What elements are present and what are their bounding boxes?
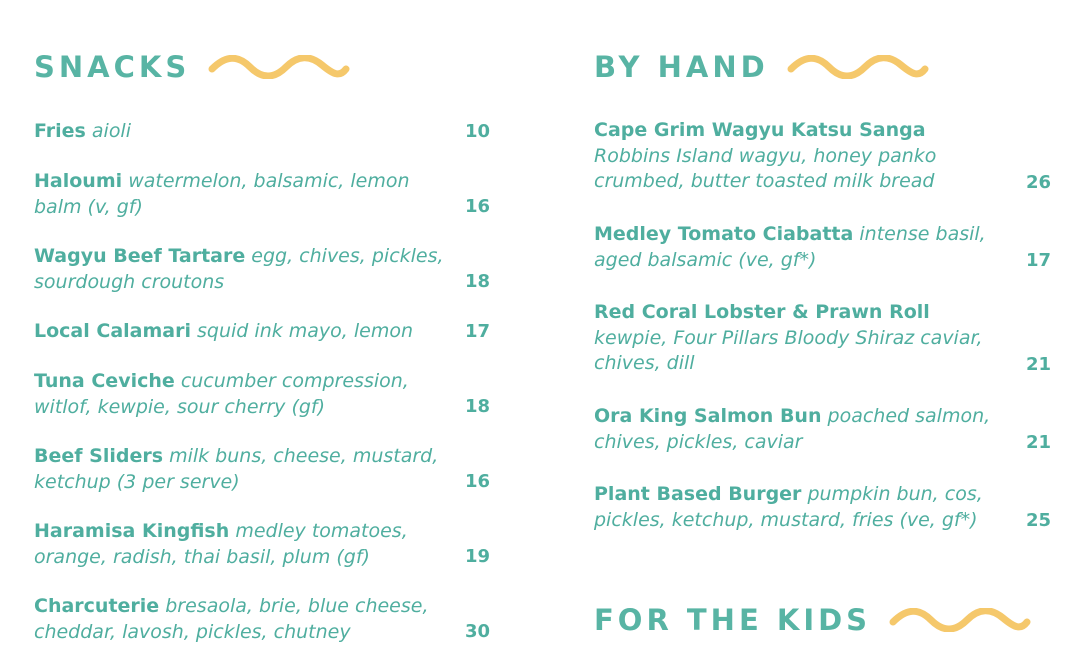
item-name: Local Calamari <box>34 320 191 342</box>
item-name: Medley Tomato Ciabatta <box>594 223 854 245</box>
item-price: 10 <box>465 121 491 142</box>
item-desc: aioli <box>91 120 131 142</box>
item-desc: poached salmon, chives, pickles, caviar <box>594 405 991 453</box>
item-name: Fries <box>34 120 86 142</box>
item-name: Beef Sliders <box>34 445 164 467</box>
item-price: 16 <box>465 471 491 492</box>
item-name: Red Coral Lobster & Prawn Roll <box>594 301 930 323</box>
item-price: 17 <box>465 321 491 342</box>
section-title: BY HAND <box>594 50 769 84</box>
item-name: Wagyu Beef Tartare <box>34 245 246 267</box>
item-price: 30 <box>465 621 491 642</box>
item-name: Ora King Salmon Bun <box>594 405 822 427</box>
menu-item <box>594 404 999 455</box>
menu-item <box>34 369 424 420</box>
item-desc: squid ink mayo, lemon <box>197 320 414 342</box>
item-price: 21 <box>1026 354 1052 375</box>
section-title: FOR THE KIDS <box>594 603 872 637</box>
item-price: 17 <box>1026 250 1052 271</box>
item-price: 21 <box>1026 432 1052 453</box>
item-price: 18 <box>465 271 491 292</box>
menu-item <box>34 169 434 220</box>
item-desc: Robbins Island wagyu, honey panko crumbed, butter toasted milk bread <box>594 144 937 192</box>
for-the-kids-heading <box>594 602 1031 638</box>
item-desc: intense basil, aged balsamic (ve, gf*) <box>594 223 986 271</box>
item-price: 19 <box>465 546 491 567</box>
by-hand-heading <box>594 49 929 85</box>
menu-item <box>34 444 444 495</box>
item-price: 18 <box>465 396 491 417</box>
squiggle-icon <box>889 608 1031 632</box>
item-desc: kewpie, Four Pillars Bloody Shiraz caviar, chives, dill <box>594 326 983 374</box>
item-desc: milk buns, cheese, mustard, ketchup (3 per serve) <box>34 445 439 493</box>
item-name: Charcuterie <box>34 595 160 617</box>
item-desc: medley tomatoes, orange, radish, thai basil, plum (gf) <box>34 520 408 568</box>
item-name: Haramisa Kingfish <box>34 520 230 542</box>
item-name: Cape Grim Wagyu Katsu Sanga <box>594 119 926 141</box>
menu-item <box>34 519 414 570</box>
item-price: 25 <box>1026 510 1052 531</box>
menu-item <box>594 222 994 273</box>
menu-item <box>34 594 439 645</box>
item-name: Tuna Ceviche <box>34 370 175 392</box>
menu-item <box>594 300 999 377</box>
item-name: Haloumi <box>34 170 123 192</box>
squiggle-icon <box>208 55 350 79</box>
menu-item <box>594 118 974 195</box>
menu-item <box>34 244 444 295</box>
snacks-heading <box>34 49 350 85</box>
item-desc: cucumber compression, witlof, kewpie, sour cherry (gf) <box>34 370 409 418</box>
section-title: SNACKS <box>34 50 191 84</box>
item-desc: egg, chives, pickles, sourdough croutons <box>34 245 444 293</box>
menu-item <box>34 319 454 345</box>
menu-item <box>594 482 994 533</box>
item-desc: watermelon, balsamic, lemon balm (v, gf) <box>34 170 410 218</box>
menu-item <box>34 119 454 145</box>
squiggle-icon <box>787 55 929 79</box>
item-price: 16 <box>465 196 491 217</box>
item-price: 26 <box>1026 172 1052 193</box>
item-desc: bresaola, brie, blue cheese, cheddar, lavosh, pickles, chutney <box>34 595 429 643</box>
item-name: Plant Based Burger <box>594 483 802 505</box>
item-desc: pumpkin bun, cos, pickles, ketchup, mustard, fries (ve, gf*) <box>594 483 983 531</box>
